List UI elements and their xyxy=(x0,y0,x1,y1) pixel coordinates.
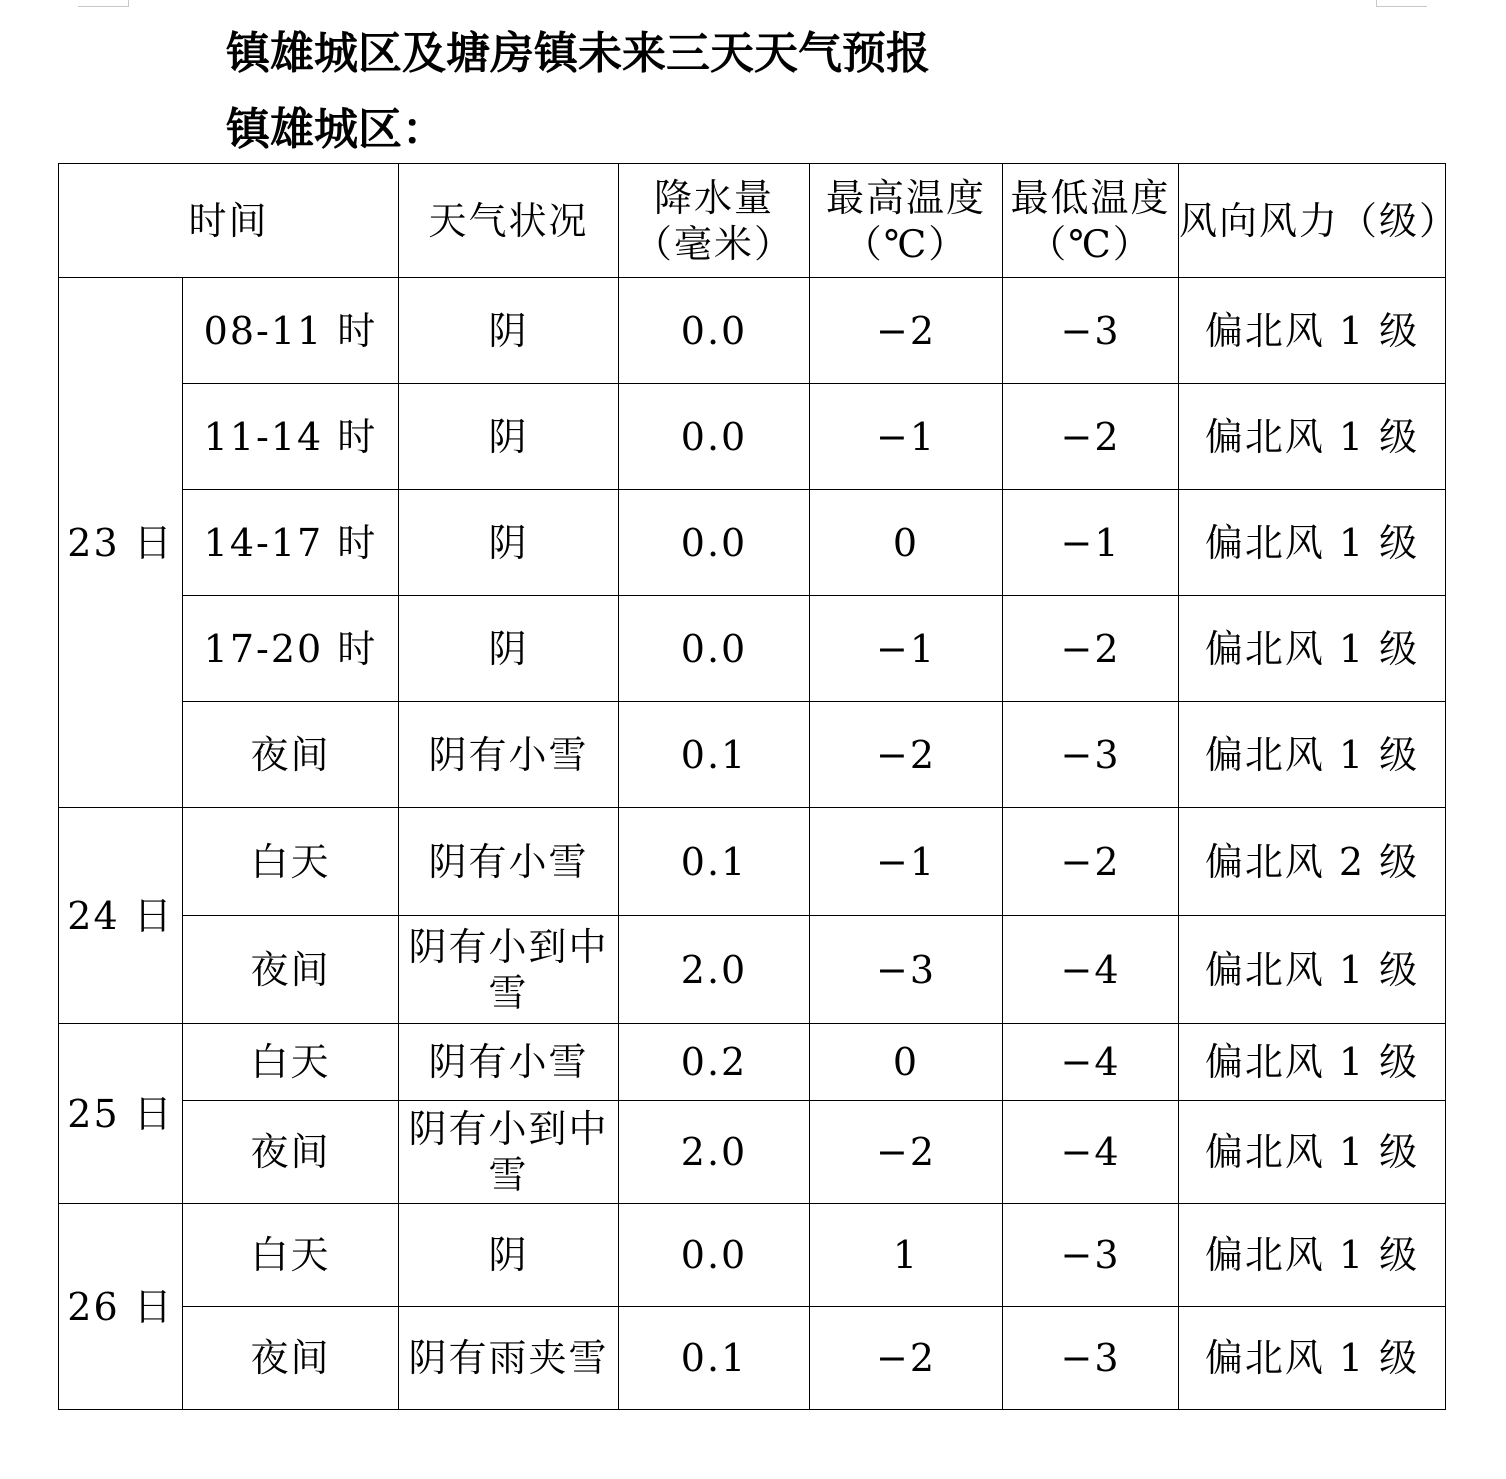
wind-cell: 偏北风 1 级 xyxy=(1179,490,1446,596)
precip-cell: 0.0 xyxy=(619,596,810,702)
wind-cell: 偏北风 2 级 xyxy=(1179,808,1446,916)
wind-cell: 偏北风 1 级 xyxy=(1179,1024,1446,1101)
tmin-cell: −2 xyxy=(1003,596,1179,702)
table-row xyxy=(59,808,1446,916)
day-cell-24: 24 日 xyxy=(59,808,183,1024)
day-cell-23: 23 日 xyxy=(59,278,183,808)
table-row xyxy=(59,1101,1446,1204)
table-row xyxy=(59,1024,1446,1101)
section-heading: 镇雄城区： xyxy=(226,104,446,155)
weather-cell: 阴有小到中雪 xyxy=(399,916,619,1024)
header-tmin: 最低温度（℃） xyxy=(1003,164,1179,278)
header-time: 时间 xyxy=(59,164,399,278)
crop-mark-left xyxy=(78,0,129,7)
tmin-cell: −4 xyxy=(1003,1101,1179,1204)
tmin-cell: −3 xyxy=(1003,1307,1179,1410)
precip-cell: 0.0 xyxy=(619,1204,810,1307)
header-weather: 天气状况 xyxy=(399,164,619,278)
tmax-cell: −2 xyxy=(810,1307,1003,1410)
table-row xyxy=(59,916,1446,1024)
wind-cell: 偏北风 1 级 xyxy=(1179,278,1446,384)
table-row xyxy=(59,1204,1446,1307)
weather-cell: 阴 xyxy=(399,1204,619,1307)
tmin-cell: −3 xyxy=(1003,1204,1179,1307)
header-wind: 风向风力（级） xyxy=(1179,164,1446,278)
tmin-cell: −1 xyxy=(1003,490,1179,596)
wind-cell: 偏北风 1 级 xyxy=(1179,1307,1446,1410)
tmax-cell: −1 xyxy=(810,596,1003,702)
period-cell: 夜间 xyxy=(183,916,399,1024)
tmax-cell: −1 xyxy=(810,384,1003,490)
precip-cell: 2.0 xyxy=(619,916,810,1024)
precip-cell: 0.0 xyxy=(619,384,810,490)
tmin-cell: −4 xyxy=(1003,916,1179,1024)
period-cell: 白天 xyxy=(183,1024,399,1101)
table-row xyxy=(59,278,1446,384)
weather-cell: 阴有小到中雪 xyxy=(399,1101,619,1204)
weather-cell: 阴有小雪 xyxy=(399,808,619,916)
period-cell: 夜间 xyxy=(183,1307,399,1410)
wind-cell: 偏北风 1 级 xyxy=(1179,1204,1446,1307)
weather-cell: 阴 xyxy=(399,384,619,490)
day-cell-26: 26 日 xyxy=(59,1204,183,1410)
period-cell: 白天 xyxy=(183,808,399,916)
precip-cell: 0.2 xyxy=(619,1024,810,1101)
table-row xyxy=(59,702,1446,808)
period-cell: 17-20 时 xyxy=(183,596,399,702)
tmax-cell: −2 xyxy=(810,702,1003,808)
weather-cell: 阴有雨夹雪 xyxy=(399,1307,619,1410)
period-cell: 白天 xyxy=(183,1204,399,1307)
tmax-cell: 0 xyxy=(810,1024,1003,1101)
period-cell: 14-17 时 xyxy=(183,490,399,596)
header-row xyxy=(59,164,1446,278)
crop-mark-right xyxy=(1376,0,1427,7)
tmin-cell: −2 xyxy=(1003,384,1179,490)
wind-cell: 偏北风 1 级 xyxy=(1179,384,1446,490)
table-row xyxy=(59,596,1446,702)
precip-cell: 0.1 xyxy=(619,1307,810,1410)
tmax-cell: 0 xyxy=(810,490,1003,596)
period-cell: 夜间 xyxy=(183,1101,399,1204)
header-precip: 降水量（毫米） xyxy=(619,164,810,278)
weather-cell: 阴 xyxy=(399,490,619,596)
tmax-cell: −2 xyxy=(810,1101,1003,1204)
wind-cell: 偏北风 1 级 xyxy=(1179,1101,1446,1204)
precip-cell: 0.0 xyxy=(619,490,810,596)
wind-cell: 偏北风 1 级 xyxy=(1179,702,1446,808)
tmax-cell: −1 xyxy=(810,808,1003,916)
tmin-cell: −3 xyxy=(1003,702,1179,808)
tmax-cell: 1 xyxy=(810,1204,1003,1307)
day-cell-25: 25 日 xyxy=(59,1024,183,1204)
tmax-cell: −2 xyxy=(810,278,1003,384)
wind-cell: 偏北风 1 级 xyxy=(1179,916,1446,1024)
precip-cell: 0.1 xyxy=(619,808,810,916)
weather-cell: 阴 xyxy=(399,278,619,384)
precip-cell: 2.0 xyxy=(619,1101,810,1204)
header-tmax: 最高温度（℃） xyxy=(810,164,1003,278)
weather-cell: 阴有小雪 xyxy=(399,702,619,808)
wind-cell: 偏北风 1 级 xyxy=(1179,596,1446,702)
period-cell: 08-11 时 xyxy=(183,278,399,384)
document-title: 镇雄城区及塘房镇未来三天天气预报 xyxy=(226,28,930,79)
weather-cell: 阴 xyxy=(399,596,619,702)
tmin-cell: −4 xyxy=(1003,1024,1179,1101)
forecast-table xyxy=(58,163,1460,1410)
tmin-cell: −3 xyxy=(1003,278,1179,384)
tmin-cell: −2 xyxy=(1003,808,1179,916)
precip-cell: 0.0 xyxy=(619,278,810,384)
tmax-cell: −3 xyxy=(810,916,1003,1024)
period-cell: 夜间 xyxy=(183,702,399,808)
table-row xyxy=(59,384,1446,490)
table-row xyxy=(59,1307,1446,1410)
precip-cell: 0.1 xyxy=(619,702,810,808)
period-cell: 11-14 时 xyxy=(183,384,399,490)
weather-cell: 阴有小雪 xyxy=(399,1024,619,1101)
table-row xyxy=(59,490,1446,596)
